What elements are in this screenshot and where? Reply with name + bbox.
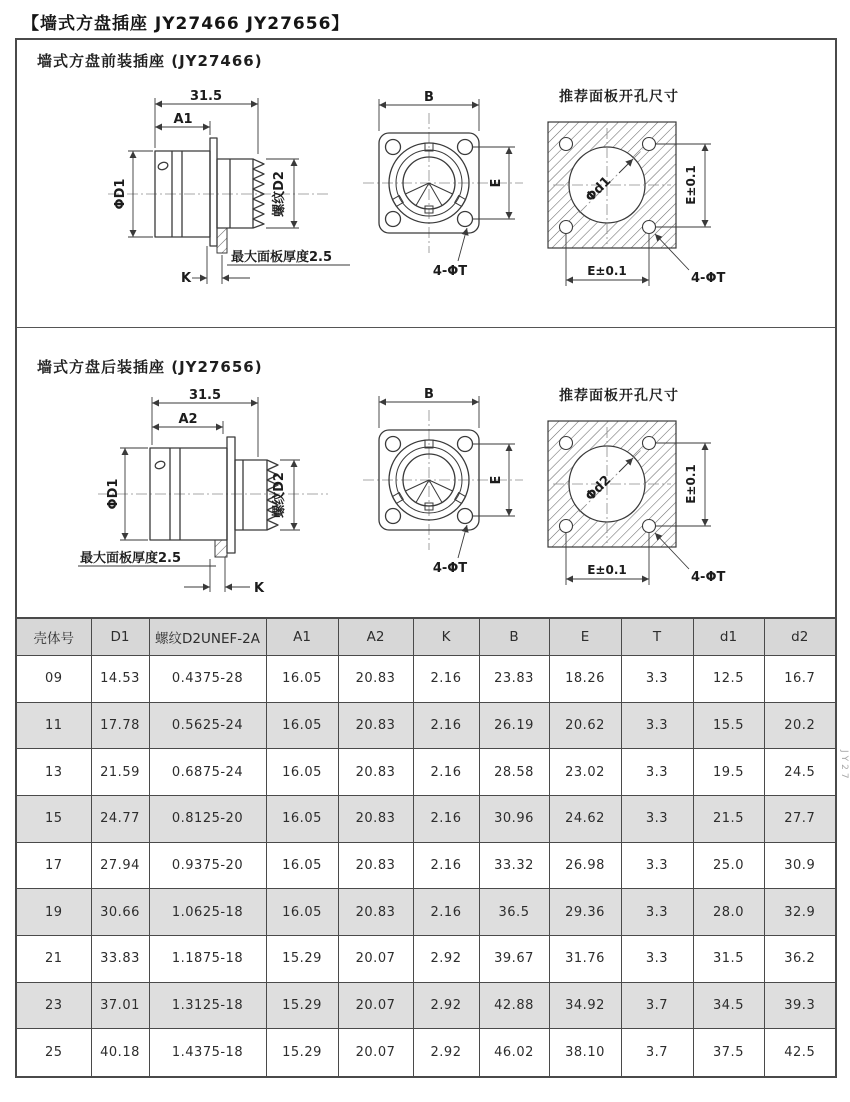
table-cell: 16.05 bbox=[266, 702, 338, 749]
table-cell: 23.83 bbox=[479, 656, 549, 703]
dim-overall-length: 31.5 bbox=[189, 89, 223, 104]
table-cell: 20.83 bbox=[338, 656, 413, 703]
margin-watermark: JY27 bbox=[839, 750, 849, 782]
panel-thickness-note: 最大面板厚度2.5 bbox=[231, 250, 333, 265]
table-cell: 16.05 bbox=[266, 749, 338, 796]
dim-thread: 螺纹D2 bbox=[272, 472, 287, 518]
page-title: 【墙式方盘插座 JY27466 JY27656】 bbox=[22, 14, 350, 34]
mounting-hole bbox=[458, 437, 473, 452]
table-cell: 2.92 bbox=[413, 935, 479, 982]
mounting-hole bbox=[458, 140, 473, 155]
dim-k: K bbox=[180, 271, 192, 286]
table-cell: 16.05 bbox=[266, 795, 338, 842]
table-cell: 16.05 bbox=[266, 889, 338, 936]
table-row bbox=[16, 702, 836, 749]
table-cell: 16.05 bbox=[266, 656, 338, 703]
panel-cutout-drawing bbox=[543, 407, 843, 602]
spec-table bbox=[15, 617, 837, 1078]
panel-cutout-title: 推荐面板开孔尺寸 bbox=[559, 89, 679, 105]
mounting-hole bbox=[386, 437, 401, 452]
dim-e-vertical: E±0.1 bbox=[684, 165, 698, 205]
mounting-flange bbox=[227, 437, 235, 553]
table-cell: 16.05 bbox=[266, 842, 338, 889]
table-cell: 15.29 bbox=[266, 935, 338, 982]
table-cell: 13 bbox=[16, 749, 91, 796]
table-cell: 31.76 bbox=[549, 935, 621, 982]
table-row bbox=[16, 982, 836, 1029]
table-cell: 20.2 bbox=[764, 702, 836, 749]
dim-b: B bbox=[424, 90, 434, 105]
panel-cutout-rear-mount bbox=[543, 385, 843, 606]
table-row bbox=[16, 935, 836, 982]
panel-cutout-front-mount bbox=[543, 86, 843, 307]
mounting-hole bbox=[386, 212, 401, 227]
table-row bbox=[16, 749, 836, 796]
table-cell: 20.07 bbox=[338, 982, 413, 1029]
table-cell: 16.7 bbox=[764, 656, 836, 703]
dim-thread: 螺纹D2 bbox=[272, 171, 287, 217]
table-cell: 17.78 bbox=[91, 702, 149, 749]
dim-k: K bbox=[254, 581, 265, 596]
mounting-holes-label: 4-ΦT bbox=[432, 561, 468, 576]
table-cell: 15.29 bbox=[266, 1029, 338, 1077]
table-cell: 38.10 bbox=[549, 1029, 621, 1077]
dim-e: E bbox=[489, 475, 504, 485]
table-cell: 2.16 bbox=[413, 795, 479, 842]
table-cell: 15 bbox=[16, 795, 91, 842]
table-cell: 25 bbox=[16, 1029, 91, 1077]
connector-body-outline bbox=[155, 138, 264, 246]
table-cell: 24.62 bbox=[549, 795, 621, 842]
table-cell: 24.77 bbox=[91, 795, 149, 842]
table-cell: 23.02 bbox=[549, 749, 621, 796]
thread-crinkle bbox=[253, 159, 264, 228]
table-cell: 30.9 bbox=[764, 842, 836, 889]
dim-e-horizontal: E±0.1 bbox=[587, 563, 627, 577]
table-cell: 34.5 bbox=[693, 982, 764, 1029]
table-cell: 42.5 bbox=[764, 1029, 836, 1077]
side-view-rear-mount-drawing bbox=[40, 385, 360, 600]
table-cell: 23 bbox=[16, 982, 91, 1029]
table-cell: 26.98 bbox=[549, 842, 621, 889]
mounting-hole bbox=[458, 509, 473, 524]
section-title-rear-mount: 墙式方盘后装插座 (JY27656) bbox=[37, 358, 263, 376]
table-cell: 32.9 bbox=[764, 889, 836, 936]
table-cell: 0.8125-20 bbox=[149, 795, 266, 842]
table-cell: 37.01 bbox=[91, 982, 149, 1029]
table-cell: 2.92 bbox=[413, 1029, 479, 1077]
table-row bbox=[16, 795, 836, 842]
table-cell: 28.0 bbox=[693, 889, 764, 936]
table-row bbox=[16, 656, 836, 703]
table-cell: 29.36 bbox=[549, 889, 621, 936]
table-cell: 30.96 bbox=[479, 795, 549, 842]
table-cell: 2.16 bbox=[413, 842, 479, 889]
table-cell: 12.5 bbox=[693, 656, 764, 703]
table-cell: 2.92 bbox=[413, 982, 479, 1029]
table-cell: 2.16 bbox=[413, 702, 479, 749]
column-header: B bbox=[479, 618, 549, 656]
table-cell: 30.66 bbox=[91, 889, 149, 936]
dim-a2: A2 bbox=[178, 412, 198, 427]
table-cell: 20.83 bbox=[338, 889, 413, 936]
table-cell: 3.3 bbox=[621, 795, 693, 842]
table-cell: 3.3 bbox=[621, 656, 693, 703]
table-cell: 15.29 bbox=[266, 982, 338, 1029]
table-cell: 20.83 bbox=[338, 702, 413, 749]
table-cell: 3.3 bbox=[621, 935, 693, 982]
table-cell: 1.3125-18 bbox=[149, 982, 266, 1029]
mounting-holes-label: 4-ΦT bbox=[691, 570, 726, 585]
cutout-diameter-label: Φd1 bbox=[582, 173, 615, 206]
table-row bbox=[16, 1029, 836, 1077]
table-cell: 0.6875-24 bbox=[149, 749, 266, 796]
table-cell: 0.5625-24 bbox=[149, 702, 266, 749]
panel-cutout-drawing bbox=[543, 108, 843, 303]
mounting-hole bbox=[386, 140, 401, 155]
table-cell: 3.7 bbox=[621, 1029, 693, 1077]
table-cell: 26.19 bbox=[479, 702, 549, 749]
column-header: T bbox=[621, 618, 693, 656]
column-header: A2 bbox=[338, 618, 413, 656]
table-cell: 3.3 bbox=[621, 889, 693, 936]
table-cell: 1.4375-18 bbox=[149, 1029, 266, 1077]
dim-a1: A1 bbox=[173, 112, 193, 127]
content-frame bbox=[15, 38, 837, 1078]
table-cell: 3.3 bbox=[621, 702, 693, 749]
table-cell: 34.92 bbox=[549, 982, 621, 1029]
table-cell: 3.3 bbox=[621, 842, 693, 889]
mounting-hole bbox=[386, 509, 401, 524]
column-header: E bbox=[549, 618, 621, 656]
cutout-diameter-label: Φd2 bbox=[582, 472, 615, 505]
column-header: A1 bbox=[266, 618, 338, 656]
table-cell: 27.7 bbox=[764, 795, 836, 842]
table-cell: 17 bbox=[16, 842, 91, 889]
table-cell: 39.3 bbox=[764, 982, 836, 1029]
table-cell: 36.5 bbox=[479, 889, 549, 936]
mounting-holes-label: 4-ΦT bbox=[691, 271, 726, 286]
table-cell: 19 bbox=[16, 889, 91, 936]
table-cell: 25.0 bbox=[693, 842, 764, 889]
table-cell: 18.26 bbox=[549, 656, 621, 703]
section-title-front-mount: 墙式方盘前装插座 (JY27466) bbox=[37, 52, 263, 70]
column-header: K bbox=[413, 618, 479, 656]
table-cell: 24.5 bbox=[764, 749, 836, 796]
table-cell: 1.0625-18 bbox=[149, 889, 266, 936]
dim-overall-length: 31.5 bbox=[188, 388, 222, 403]
table-cell: 15.5 bbox=[693, 702, 764, 749]
table-cell: 3.3 bbox=[621, 749, 693, 796]
table-cell: 21.59 bbox=[91, 749, 149, 796]
table-cell: 20.83 bbox=[338, 842, 413, 889]
dim-b: B bbox=[424, 387, 434, 402]
table-cell: 20.83 bbox=[338, 795, 413, 842]
panel-thickness-note: 最大面板厚度2.5 bbox=[80, 551, 182, 566]
dim-shell-diameter: ΦD1 bbox=[113, 178, 128, 210]
spec-table-header-row bbox=[16, 618, 836, 656]
table-cell: 31.5 bbox=[693, 935, 764, 982]
mounting-holes-label: 4-ΦT bbox=[432, 264, 468, 279]
table-cell: 2.16 bbox=[413, 889, 479, 936]
table-cell: 14.53 bbox=[91, 656, 149, 703]
table-cell: 42.88 bbox=[479, 982, 549, 1029]
column-header: d2 bbox=[764, 618, 836, 656]
mounting-hole bbox=[458, 212, 473, 227]
table-cell: 46.02 bbox=[479, 1029, 549, 1077]
dim-shell-diameter: ΦD1 bbox=[106, 478, 121, 510]
dim-e-vertical: E±0.1 bbox=[684, 464, 698, 504]
mounting-flange bbox=[210, 138, 217, 246]
panel-cutout-title: 推荐面板开孔尺寸 bbox=[559, 388, 679, 404]
section-divider bbox=[17, 327, 835, 328]
spec-table-wrap bbox=[15, 617, 837, 1078]
dim-e: E bbox=[489, 178, 504, 188]
table-cell: 21.5 bbox=[693, 795, 764, 842]
table-cell: 21 bbox=[16, 935, 91, 982]
table-cell: 37.5 bbox=[693, 1029, 764, 1077]
table-cell: 33.32 bbox=[479, 842, 549, 889]
table-cell: 27.94 bbox=[91, 842, 149, 889]
table-cell: 3.7 bbox=[621, 982, 693, 1029]
table-cell: 36.2 bbox=[764, 935, 836, 982]
table-cell: 33.83 bbox=[91, 935, 149, 982]
dim-e-horizontal: E±0.1 bbox=[587, 264, 627, 278]
table-cell: 20.07 bbox=[338, 1029, 413, 1077]
column-header: 壳体号 bbox=[16, 618, 91, 656]
table-cell: 28.58 bbox=[479, 749, 549, 796]
table-cell: 2.16 bbox=[413, 656, 479, 703]
column-header: d1 bbox=[693, 618, 764, 656]
column-header: D1 bbox=[91, 618, 149, 656]
panel-hatch bbox=[215, 540, 227, 557]
column-header: 螺纹D2UNEF-2A bbox=[149, 618, 266, 656]
connector-body-outline bbox=[150, 437, 278, 553]
table-cell: 2.16 bbox=[413, 749, 479, 796]
table-cell: 1.1875-18 bbox=[149, 935, 266, 982]
table-cell: 19.5 bbox=[693, 749, 764, 796]
side-view-front-mount-drawing bbox=[40, 88, 360, 303]
table-cell: 40.18 bbox=[91, 1029, 149, 1077]
table-cell: 11 bbox=[16, 702, 91, 749]
panel-hatch bbox=[217, 228, 227, 253]
table-cell: 0.4375-28 bbox=[149, 656, 266, 703]
table-cell: 0.9375-20 bbox=[149, 842, 266, 889]
table-cell: 39.67 bbox=[479, 935, 549, 982]
table-cell: 09 bbox=[16, 656, 91, 703]
table-cell: 20.07 bbox=[338, 935, 413, 982]
table-row bbox=[16, 842, 836, 889]
table-cell: 20.83 bbox=[338, 749, 413, 796]
table-cell: 20.62 bbox=[549, 702, 621, 749]
table-row bbox=[16, 889, 836, 936]
